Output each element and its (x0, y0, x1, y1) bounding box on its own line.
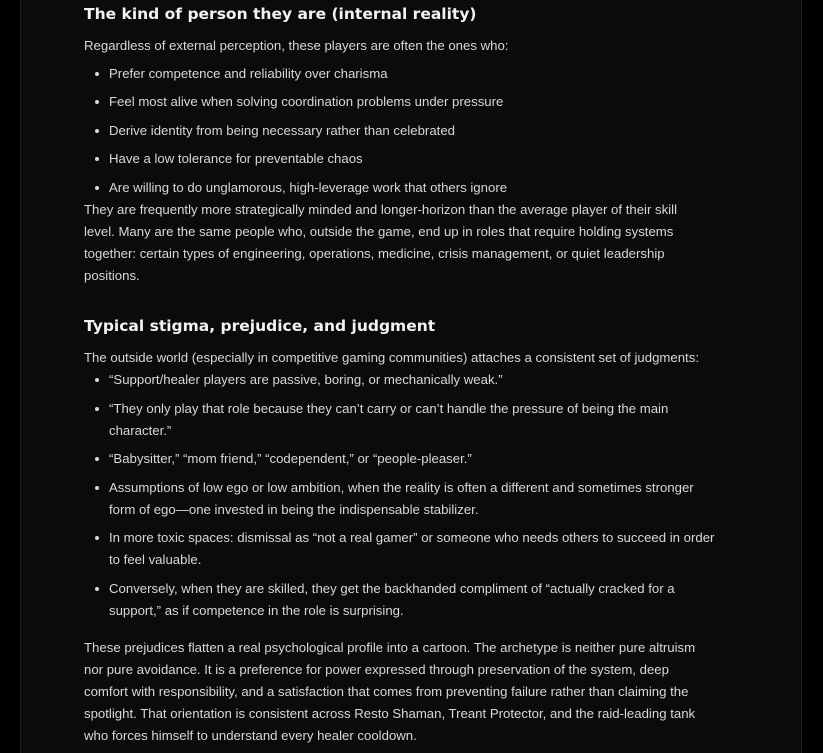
section-heading-stigma: Typical stigma, prejudice, and judgment (84, 317, 436, 335)
list-item: Feel most alive when solving coordination problems under pressure (109, 91, 729, 119)
judgment-list (84, 369, 719, 628)
list-item: Conversely, when they are skilled, they get the backhanded compliment of “actually cracked for a support,” as if competence in the role is surprising. (109, 578, 719, 622)
section-paragraph: These prejudices flatten a real psychological profile into a cartoon. The archetype is neither pure altruism nor pure avoidance. It is a preference for power expressed through preservation of the system, deep comfort with responsibility, and a satisfaction that comes from preventing failure rather than claiming the spotlight. That orientation is consistent across Resto Shaman, Treant Protector, and the raid-leading tank who forces himself to understand every healer cooldown. (84, 640, 696, 743)
list-item: In more toxic spaces: dismissal as “not a real gamer” or someone who needs others to succeed in order to feel valuable. (109, 527, 719, 571)
section-paragraph: They are frequently more strategically minded and longer-horizon than the average player of their skill level. Many are the same people who, outside the game, end up in roles that require holding systems together: certain types of engineering, operations, medicine, crisis management, or quiet leadership positions. (84, 202, 678, 283)
list-item: Are willing to do unglamorous, high-leverage work that others ignore (109, 177, 729, 205)
list-item: “They only play that role because they can’t carry or can’t handle the pressure of being the main character.” (109, 398, 719, 442)
list-item: “Babysitter,” “mom friend,” “codependent,” or “people-pleaser.” (109, 448, 719, 470)
section-intro: The outside world (especially in competitive gaming communities) attaches a consistent set of judgments: (84, 350, 699, 365)
list-item: Assumptions of low ego or low ambition, when the reality is often a different and sometimes stronger form of ego—one invested in being the indispensable stabilizer. (109, 477, 719, 521)
section-heading-internal-reality: The kind of person they are (internal reality) (84, 5, 477, 23)
list-item: Derive identity from being necessary rather than celebrated (109, 120, 729, 148)
section-intro: Regardless of external perception, these players are often the ones who: (84, 38, 509, 53)
list-item: Prefer competence and reliability over charisma (109, 63, 729, 91)
list-item: Have a low tolerance for preventable chaos (109, 148, 729, 176)
list-item: “Support/healer players are passive, boring, or mechanically weak.” (109, 369, 719, 391)
trait-list (84, 63, 729, 205)
